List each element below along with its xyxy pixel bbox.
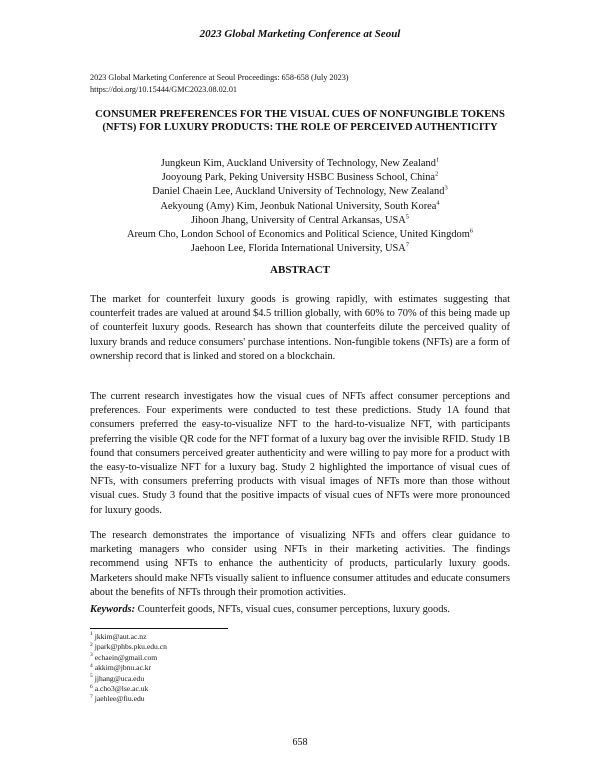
proceedings-citation: 2023 Global Marketing Conference at Seoul Proceedings: 658-658 (July 2023) (90, 73, 349, 82)
author-line: Areum Cho, London School of Economics and Political Science, United Kingdom$^6$ (126, 227, 474, 241)
email-link[interactable]: echaein@gmail.com (94, 652, 158, 662)
abstract-paragraph: The market for counterfeit luxury goods is growing rapidly, with estimates suggesting that counterfeit trades are valued at around $4.5 trillion globally, with 60% to 70% of this being made up of counterfeit luxury goods. Research has shown that counterfeits dilute the perceived quality of luxury brands and reduce consumers' purchase intentions. Non-fungible tokens (NFTs) are a form of ownership record that is linked and stored on a blockchain. (90, 294, 510, 362)
email-link[interactable]: jpark@phbs.pku.edu.cn (94, 642, 167, 652)
email-link[interactable]: jjhang@uca.edu (94, 673, 145, 683)
keywords-label: Keywords: (90, 604, 136, 615)
footnote-marker: 1 (435, 156, 440, 164)
email-link[interactable]: a.cho3@lse.ac.uk (94, 684, 149, 694)
paper-title: CONSUMER PREFERENCES FOR THE VISUAL CUES OF NONFUNGIBLE TOKENS (NFTS) FOR LUXURY PRODUCTS: THE ROLE OF PERCEIVED AUTHENTICITY (95, 109, 505, 134)
author-line: Aekyoung (Amy) Kim, Jeonbuk National University, South Korea$^4$ (160, 199, 440, 212)
doi-link[interactable]: https://doi.org/10.15444/GMC2023.08.02.01 (90, 84, 238, 94)
email-link[interactable]: jkkim@aut.ac.nz (94, 632, 147, 641)
author-line: Jungkeun Kim, Auckland University of Technology, New Zealand$^1$ (160, 156, 440, 169)
footnotes (90, 632, 167, 705)
footnote: $^6$ a.cho3@lse.ac.uk (90, 683, 149, 694)
footnote-marker: 3 (444, 184, 448, 192)
footnote: $^2$ jpark@phbs.pku.edu.cn (90, 641, 167, 652)
footnote-marker: 5 (405, 213, 409, 221)
abstract-heading: ABSTRACT (270, 264, 330, 276)
page-number: 658 (292, 737, 308, 748)
footnote-marker: 4 (436, 199, 440, 207)
author-line: Jihoon Jhang, University of Central Arkansas, USA$^5$ (191, 213, 409, 226)
footnote-marker: 2 (435, 170, 439, 178)
footnote: $^3$ echaein@gmail.com (90, 652, 158, 662)
email-link[interactable]: akkim@jbnu.ac.kr (94, 663, 152, 673)
footnote: $^1$ jkkim@aut.ac.nz (90, 631, 147, 641)
author-line: Jooyoung Park, Peking University HSBC Business School, China$^2$ (161, 170, 439, 184)
footnote-marker: 6 (469, 227, 474, 235)
author-line: Jaehoon Lee, Florida International University, USA$^7$ (190, 241, 410, 255)
footnote: $^4$ akkim@jbnu.ac.kr (90, 662, 152, 673)
email-link[interactable]: jaehlee@fiu.edu (94, 694, 145, 704)
footnote-marker: 7 (405, 241, 410, 249)
proceedings-info (90, 72, 349, 95)
running-head: 2023 Global Marketing Conference at Seoul (199, 28, 401, 40)
footnote: $^5$ jjhang@uca.edu (90, 673, 145, 683)
author-line: Daniel Chaein Lee, Auckland University of Technology, New Zealand$^3$ (152, 184, 448, 198)
keywords-text: Counterfeit goods, NFTs, visual cues, consumer perceptions, luxury goods. (137, 604, 451, 615)
footnote-divider (90, 628, 228, 629)
keywords (90, 604, 520, 615)
footnote: $^7$ jaehlee@fiu.edu (90, 693, 145, 704)
abstract-paragraph: The research demonstrates the importance of visualizing NFTs and offers clear guidance to marketing managers who consider using NFTs in their marketing activities. The findings recommend using NFTs to enhance the authenticity of products, particularly luxury goods. Marketers should make NFTs visually salient to influence consumer attitudes and educate consumers about the benefits of NFTs through their promotion activities. (90, 530, 510, 598)
author-list (60, 157, 540, 256)
abstract-paragraph: The current research investigates how the visual cues of NFTs affect consumer perceptions and preferences. Four experiments were conducted to test these predictions. Study 1A found that consumers preferred the easy-to-visualize NFT to the hard-to-visualize NFT, with participants preferring the visible QR code for the NFT format of a luxury bag over the invisible RFID. Study 1B found that consumers perceived greater authenticity and were willing to pay more for a product with the easy-to-visualize NFT for a luxury bag. Study 2 highlighted the importance of visual cues of NFTs, with consumers preferring products with visual images of NFTs more than those without visual cues. Study 3 found that the positive impacts of visual cues of NFTs were more pronounced for luxury goods. (90, 391, 510, 516)
